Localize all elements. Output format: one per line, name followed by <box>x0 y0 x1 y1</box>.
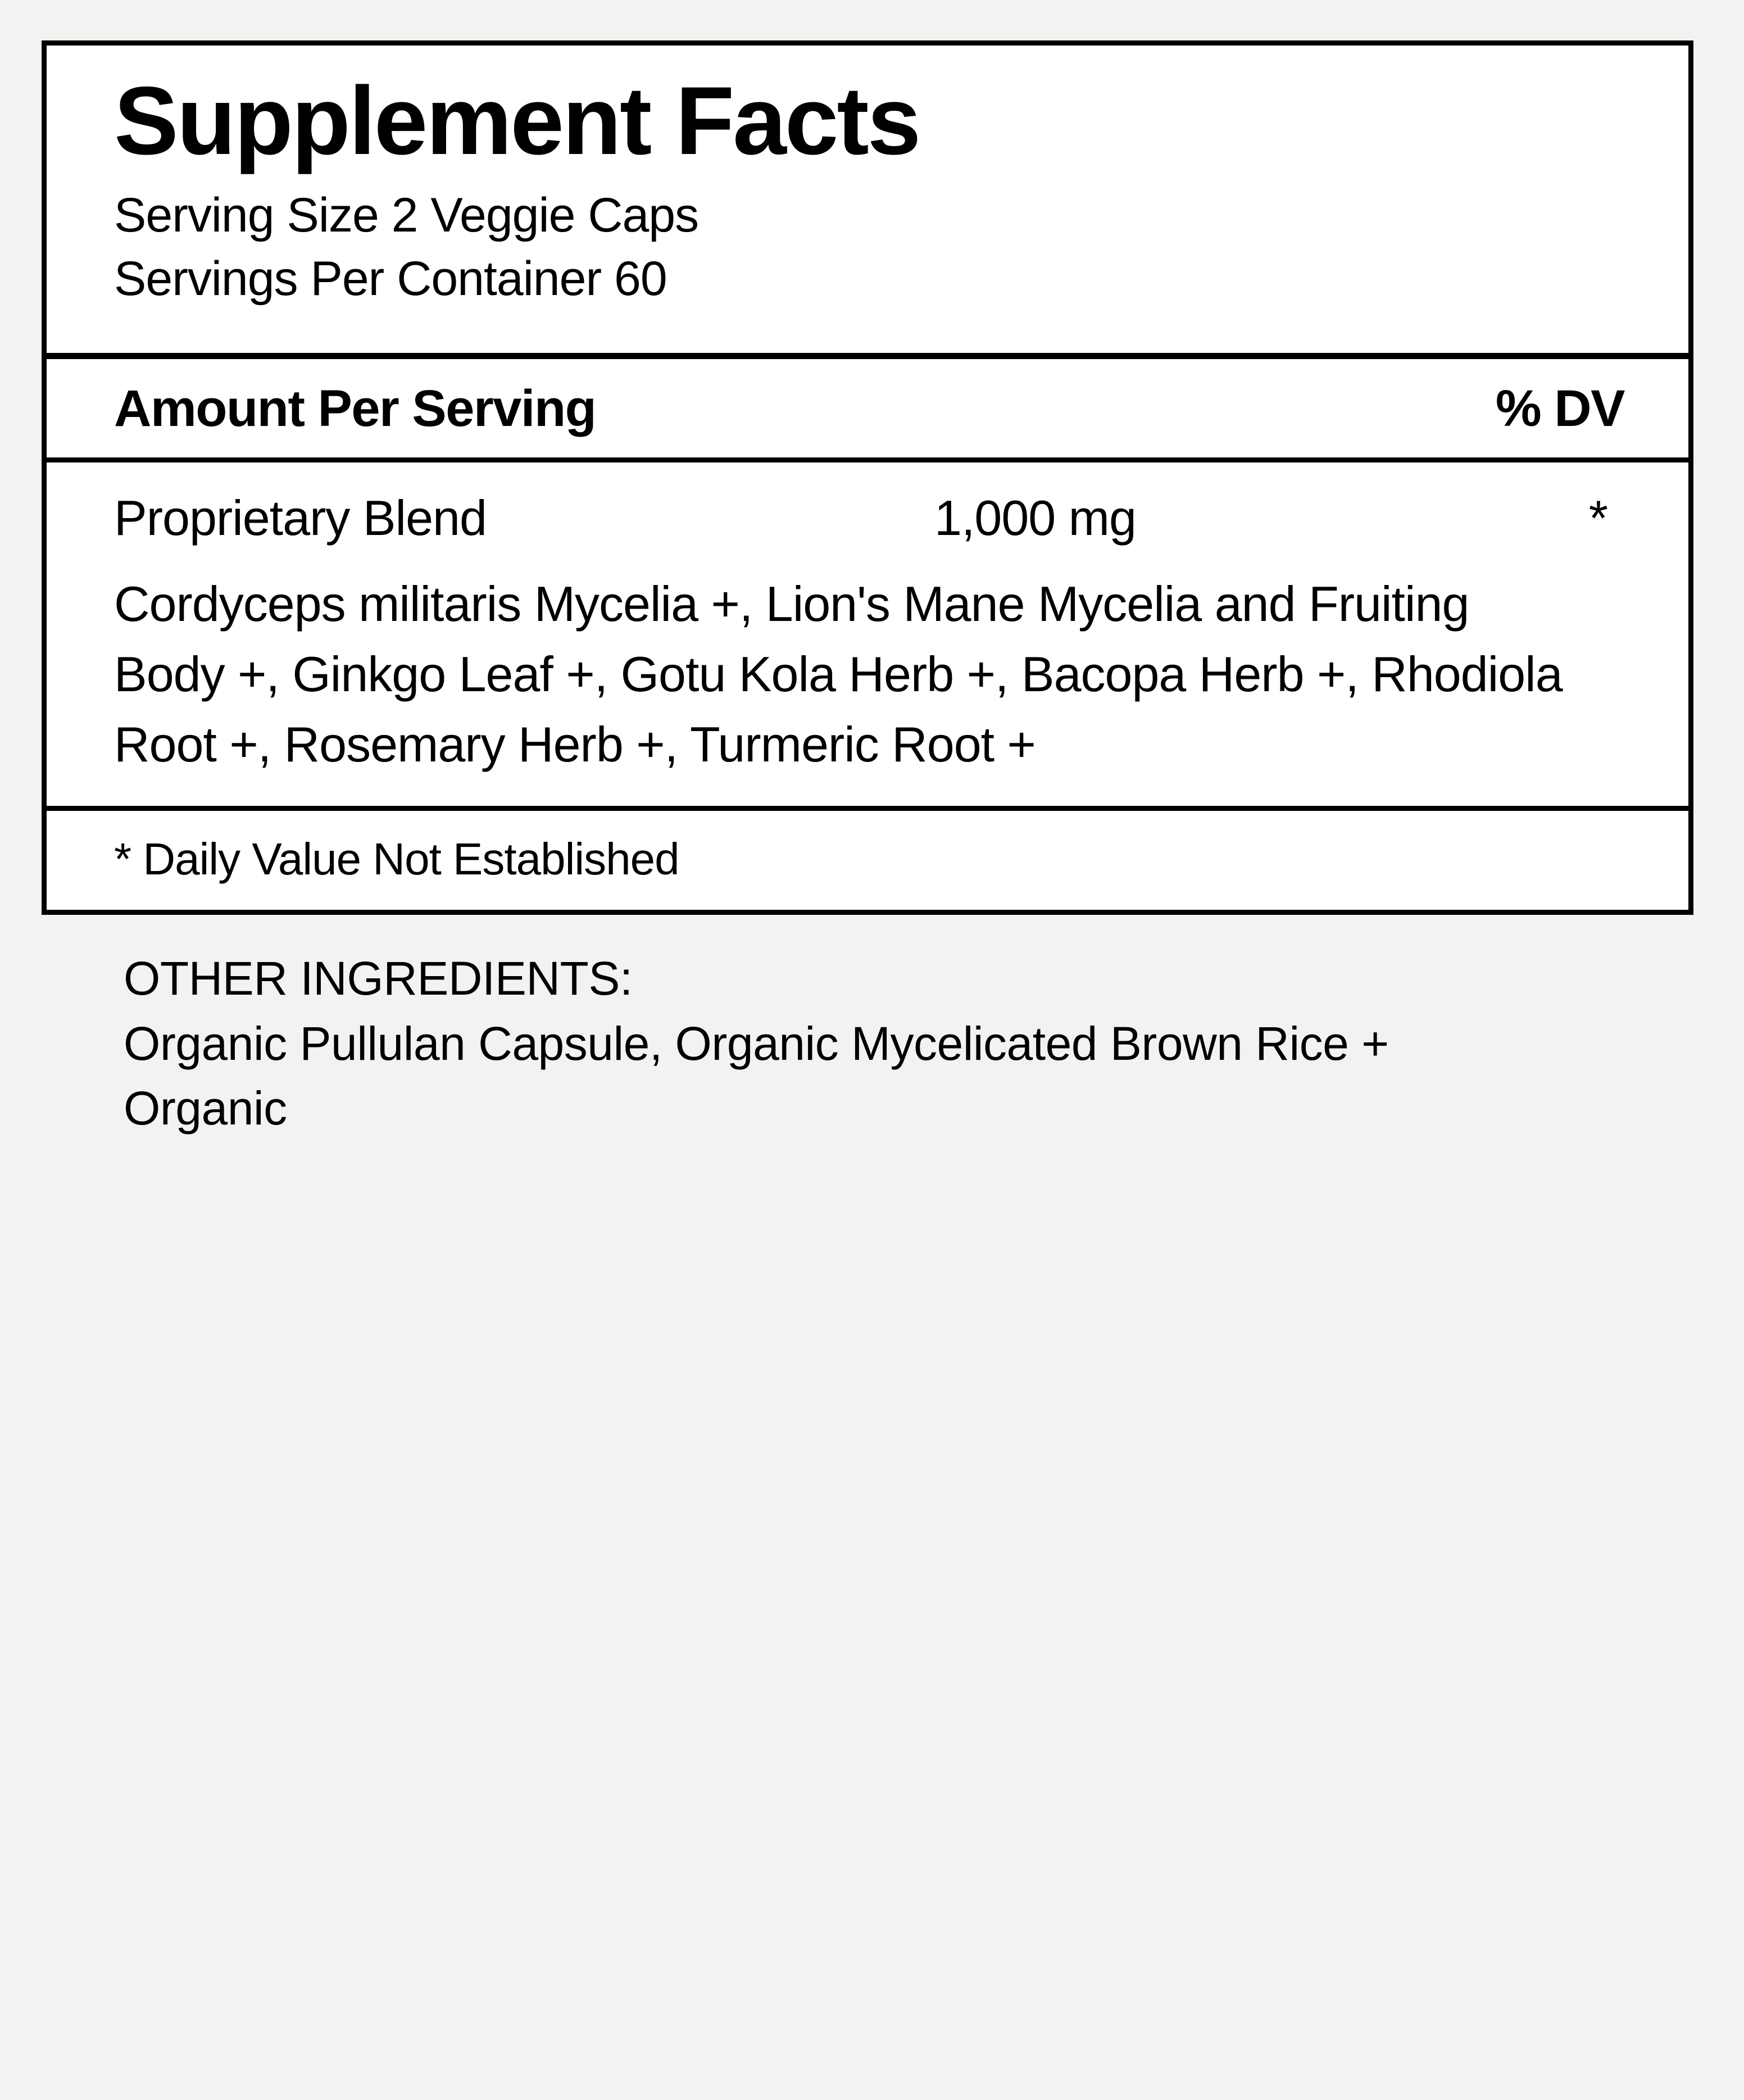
page-title: Supplement Facts <box>114 67 920 175</box>
divider-under-header <box>47 353 1688 359</box>
other-ingredients-section <box>40 915 1695 1142</box>
divider-above-footnote <box>47 806 1688 811</box>
amount-per-serving-label: Amount Per Serving <box>114 379 596 437</box>
serving-size-line: Serving Size 2 Veggie Caps <box>114 188 699 242</box>
other-ingredients-body: Organic Pullulan Capsule, Organic Mycelicated Brown Rice + Organic <box>124 1017 1389 1135</box>
blend-name: Proprietary Blend <box>114 489 487 546</box>
divider-under-amount <box>47 457 1688 462</box>
blend-amount: 1,000 mg <box>934 489 1136 546</box>
facts-header-block <box>47 46 1688 334</box>
footnote-row <box>47 811 1688 910</box>
supplement-facts-panel <box>42 40 1693 915</box>
other-ingredients-heading: OTHER INGREDIENTS: <box>124 951 633 1005</box>
blend-ingredients-list: Cordyceps militaris Mycelia +, Lion's Mane Mycelia and Fruiting Body +, Ginkgo Leaf +, Gotu Kola Herb +, Bacopa Herb +, Rhodiola Root +, Rosemary Herb +, Turmeric Root + <box>114 575 1563 772</box>
blend-daily-value: * <box>1588 489 1607 546</box>
table-row-proprietary-blend <box>114 462 1640 552</box>
amount-per-serving-row <box>47 359 1688 457</box>
daily-value-label: % DV <box>1495 379 1624 437</box>
nutrient-rows <box>47 462 1688 806</box>
daily-value-footnote: * Daily Value Not Established <box>114 833 679 884</box>
servings-per-container-line: Servings Per Container 60 <box>114 252 667 306</box>
